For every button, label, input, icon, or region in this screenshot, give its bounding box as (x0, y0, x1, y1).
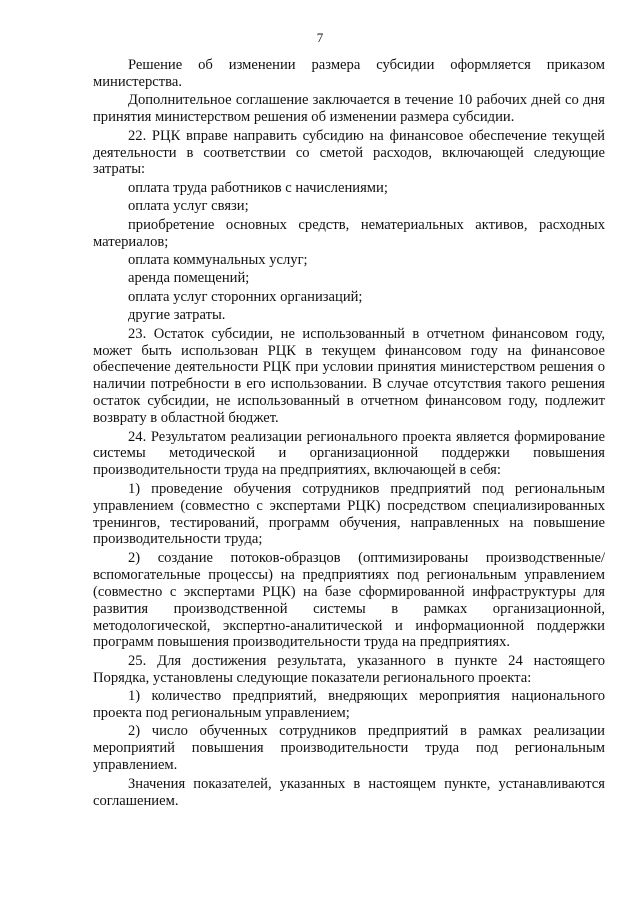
document-body (93, 57, 605, 811)
paragraph: 23. Остаток субсидии, не использованный в отчетном финансовом году, может быть использован РЦК в текущем финансовом году на финансовое обеспечение деятельности РЦК при условии принятия министерством решения о наличии потребности в его использовании. В случае отсутствия такого решения остаток субсидии, не использованный в отчетном финансовом году, подлежит возврату в областной бюджет. (93, 325, 605, 427)
paragraph: оплата коммунальных услуг; (128, 251, 308, 268)
paragraph: 24. Результатом реализации регионального проекта является формирование системы методической и организационной поддержки повышения производительности труда на предприятиях, включающей в себя: (93, 428, 605, 479)
paragraph: 25. Для достижения результата, указанного в пункте 24 настоящего Порядка, установлены следующие показатели регионального проекта: (93, 652, 605, 686)
paragraph: приобретение основных средств, нематериальных активов, расходных материалов; (93, 216, 605, 250)
paragraph: другие затраты. (128, 307, 226, 324)
paragraph: 22. РЦК вправе направить субсидию на финансовое обеспечение текущей деятельности в соответствии со сметой расходов, включающей следующие затраты: (93, 127, 605, 178)
paragraph: 1) количество предприятий, внедряющих мероприятия национального проекта под региональным управлением; (93, 688, 605, 722)
paragraph: Решение об изменении размера субсидии оформляется приказом министерства. (93, 57, 605, 90)
paragraph: 1) проведение обучения сотрудников предприятий под региональным управлением (совместно с экспертами РЦК) посредством специализированных тренингов, тестирований, программ обучения, направленных на повышение производительности труда; (93, 480, 605, 548)
paragraph: 2) число обученных сотрудников предприятий в рамках реализации мероприятий повышения производительности труда под региональным управлением. (93, 723, 605, 774)
page-number: 7 (316, 30, 324, 45)
paragraph: Дополнительное соглашение заключается в течение 10 рабочих дней со дня принятия министерством решения об изменении размера субсидии. (93, 92, 605, 126)
paragraph: аренда помещений; (128, 270, 250, 287)
paragraph: оплата услуг сторонних организаций; (128, 288, 363, 305)
paragraph: 2) создание потоков-образцов (оптимизированы производственные/ вспомогательные процессы) на предприятиях под региональным управлением (совместно с экспертами РЦК) на базе сформированной инфраструктуры для развития производственной системы в рамках организационной, методологической, экспертно-аналитической и информационной поддержки программ повышения производительности труда на предприятиях. (93, 549, 605, 651)
paragraph: оплата услуг связи; (128, 198, 249, 215)
paragraph: оплата труда работников с начислениями; (128, 179, 388, 196)
paragraph: Значения показателей, указанных в настоящем пункте, устанавливаются соглашением. (93, 775, 605, 809)
